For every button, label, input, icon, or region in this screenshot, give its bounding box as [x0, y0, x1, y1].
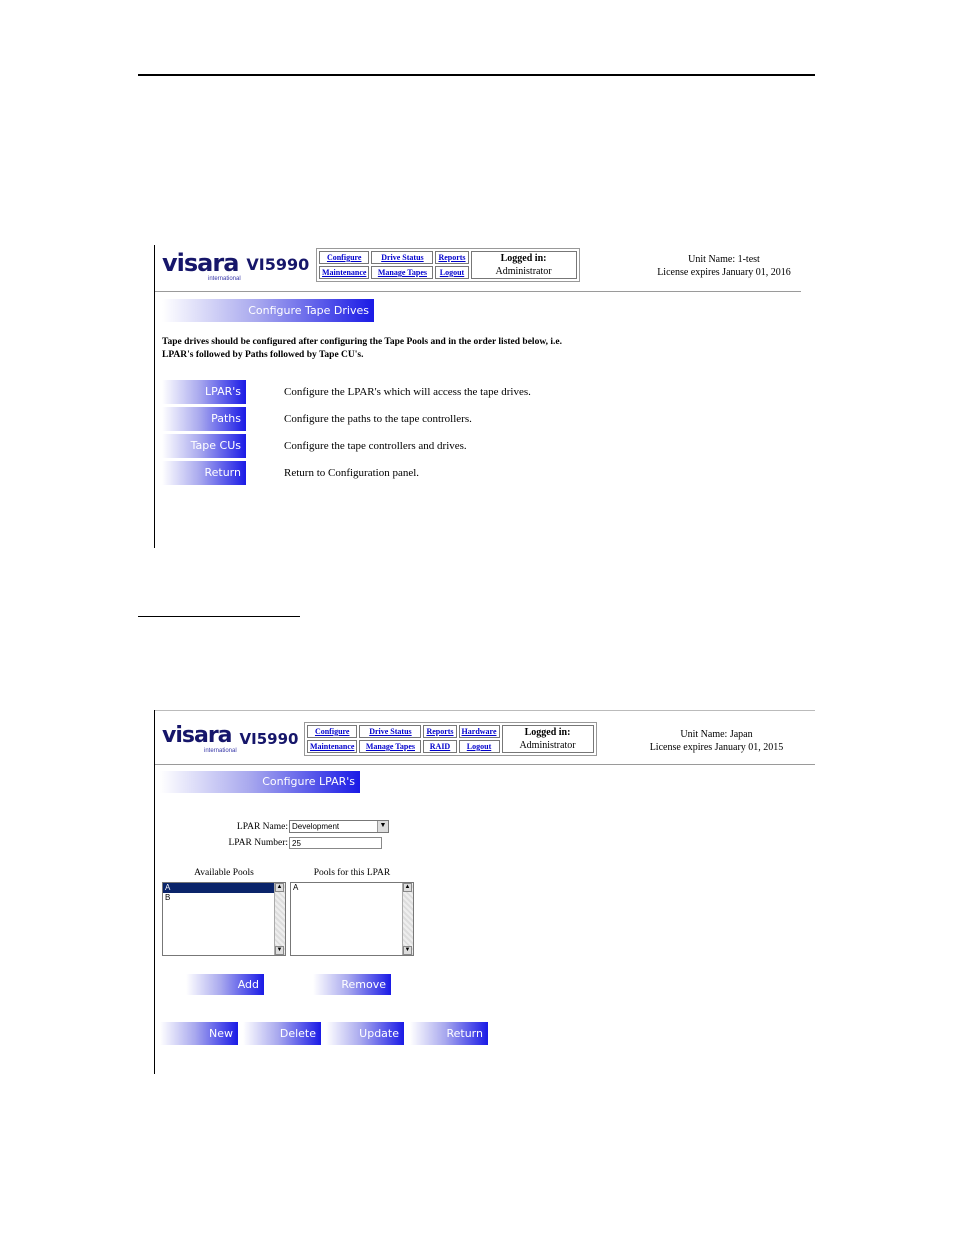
nav-manage-tapes[interactable] — [359, 740, 421, 753]
unit-name: Unit Name: Japan — [680, 729, 753, 740]
header-separator — [155, 764, 815, 765]
unit-info — [629, 728, 804, 754]
license-expiry: License expires January 01, 2016 — [657, 267, 791, 278]
lpars-button[interactable]: LPAR's — [162, 380, 246, 404]
logo-subtext: international — [204, 748, 237, 754]
new-button[interactable]: New — [160, 1022, 238, 1045]
nav-maintenance[interactable] — [319, 266, 369, 279]
return-button[interactable]: Return — [162, 461, 246, 485]
model-name: VI5990 — [246, 255, 310, 274]
license-expiry: License expires January 01, 2015 — [649, 742, 784, 753]
logged-in-user: Administrator — [495, 266, 552, 277]
add-button[interactable]: Add — [186, 974, 264, 995]
nav-configure[interactable] — [319, 251, 369, 264]
nav-configure-link[interactable]: Configure — [314, 727, 350, 736]
scroll-down-icon[interactable]: ▼ — [276, 947, 283, 953]
lpar-number-label: LPAR Number: — [228, 838, 288, 848]
chevron-down-icon[interactable]: ▼ — [377, 821, 388, 832]
lpar-name-label: LPAR Name: — [236, 822, 288, 832]
nav-logout-link[interactable]: Logout — [466, 742, 492, 751]
nav-maintenance[interactable] — [307, 740, 357, 753]
list-item[interactable]: A — [163, 883, 285, 893]
nav-drive-status[interactable] — [359, 725, 421, 738]
paths-description: Configure the paths to the tape controllers. — [284, 413, 472, 425]
visara-logo — [162, 249, 310, 282]
return-button[interactable]: Return — [410, 1022, 488, 1045]
section-heading-underline — [138, 616, 300, 617]
configure-lpars-screenshot — [154, 710, 815, 1074]
nav-raid-link[interactable]: RAID — [429, 742, 451, 751]
update-button[interactable]: Update — [326, 1022, 404, 1045]
logged-in-box — [502, 725, 594, 753]
nav-menu — [316, 248, 580, 282]
lpar-name-select[interactable] — [289, 820, 389, 833]
available-pools-label: Available Pools — [194, 868, 254, 878]
unit-name: Unit Name: 1-test — [688, 254, 760, 265]
logo-wordmark: visara — [162, 249, 239, 277]
scrollbar[interactable] — [274, 883, 285, 955]
nav-maintenance-link[interactable]: Maintenance — [310, 742, 355, 751]
nav-maintenance-link[interactable]: Maintenance — [322, 268, 367, 277]
logged-in-box — [471, 251, 577, 279]
page-title: Configure LPAR's — [160, 771, 360, 793]
nav-reports-link[interactable]: Reports — [438, 253, 466, 262]
page-title: Configure Tape Drives — [162, 299, 374, 322]
unit-info — [624, 253, 824, 279]
available-pools-list[interactable] — [162, 882, 286, 956]
remove-button[interactable]: Remove — [313, 974, 391, 995]
logged-in-label: Logged in: — [524, 727, 571, 738]
nav-reports[interactable] — [435, 251, 468, 264]
nav-configure[interactable] — [307, 725, 357, 738]
nav-drive-status-link[interactable]: Drive Status — [369, 727, 412, 736]
lpar-pools-list[interactable] — [290, 882, 414, 956]
intro-text: Tape drives should be configured after configuring the Tape Pools and in the order listed below, i.e. LPAR's followed by Paths followed by Tape CU's. — [162, 337, 563, 360]
nav-hardware-link[interactable]: Hardware — [461, 727, 497, 736]
nav-manage-tapes-link[interactable]: Manage Tapes — [377, 268, 427, 277]
logged-in-label: Logged in: — [500, 253, 547, 264]
tape-cus-button[interactable]: Tape CUs — [162, 434, 246, 458]
nav-logout[interactable] — [435, 266, 468, 279]
delete-button[interactable]: Delete — [243, 1022, 321, 1045]
scrollbar[interactable] — [402, 883, 413, 955]
lpars-description: Configure the LPAR's which will access the tape drives. — [284, 386, 531, 398]
nav-menu — [304, 722, 597, 756]
lpar-pools-label: Pools for this LPAR — [313, 868, 391, 878]
scroll-up-icon[interactable]: ▲ — [276, 884, 283, 890]
visara-logo — [162, 723, 299, 754]
top-border — [154, 710, 815, 711]
nav-hardware[interactable] — [459, 725, 500, 738]
configure-tape-drives-screenshot — [154, 245, 802, 548]
paths-button[interactable]: Paths — [162, 407, 246, 431]
list-item[interactable]: A — [293, 883, 299, 892]
nav-raid[interactable] — [423, 740, 456, 753]
nav-logout-link[interactable]: Logout — [439, 268, 465, 277]
header-separator — [155, 291, 801, 292]
logo-wordmark: visara — [162, 723, 232, 748]
scroll-up-icon[interactable]: ▲ — [404, 884, 411, 890]
scroll-down-icon[interactable]: ▼ — [404, 947, 411, 953]
nav-drive-status-link[interactable]: Drive Status — [381, 253, 424, 262]
logo-subtext: international — [208, 276, 241, 282]
return-description: Return to Configuration panel. — [284, 467, 420, 479]
nav-reports-link[interactable]: Reports — [426, 727, 454, 736]
model-name: VI5990 — [239, 730, 299, 748]
nav-manage-tapes[interactable] — [371, 266, 433, 279]
tape-cus-description: Configure the tape controllers and drives. — [284, 440, 467, 452]
nav-drive-status[interactable] — [371, 251, 433, 264]
nav-reports[interactable] — [423, 725, 456, 738]
page-top-rule — [138, 74, 815, 76]
logged-in-user: Administrator — [519, 740, 576, 751]
list-item[interactable]: B — [165, 893, 171, 902]
nav-manage-tapes-link[interactable]: Manage Tapes — [365, 742, 415, 751]
lpar-name-value: Development — [292, 822, 340, 831]
lpar-number-input[interactable]: 25 — [289, 837, 382, 849]
nav-configure-link[interactable]: Configure — [326, 253, 362, 262]
nav-logout[interactable] — [459, 740, 500, 753]
